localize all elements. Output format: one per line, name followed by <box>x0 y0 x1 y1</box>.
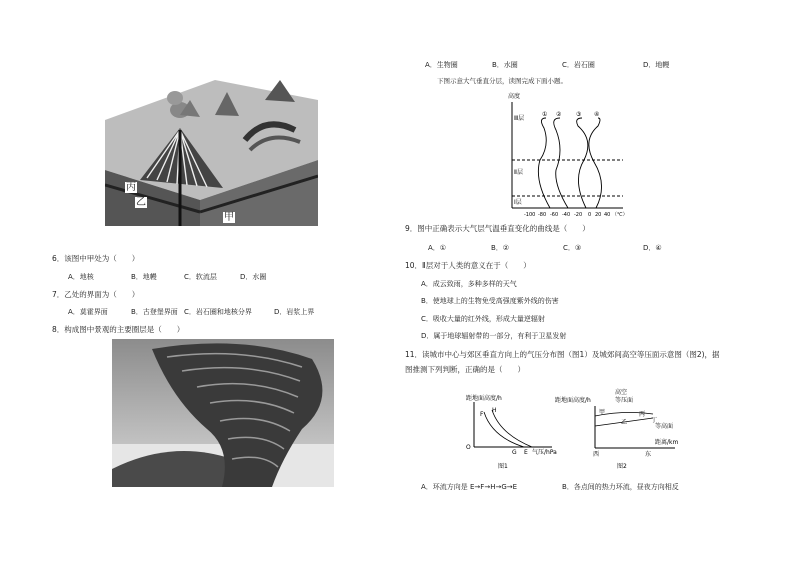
fig2-west: 西 <box>593 451 600 458</box>
q10-option-a[interactable]: A．成云致雨，多种多样的天气 <box>421 280 517 288</box>
x-tick: -20 <box>574 212 583 218</box>
fig2-point-bing: 丙 <box>639 411 646 418</box>
layer-1-label: Ⅰ层 <box>514 199 522 206</box>
q11-option-b[interactable]: B．各点间的热力环流，昼夜方向相反 <box>562 483 679 491</box>
fig1-caption: 图1 <box>498 463 508 470</box>
q9-option-b[interactable]: B．② <box>491 244 510 252</box>
chart-ylabel: 高度 <box>508 93 521 100</box>
q11-line2: 图推测下列判断，正确的是（ ） <box>405 365 525 374</box>
fig2-caption: 图2 <box>617 463 627 470</box>
q10-option-b[interactable]: B．使地球上的生物免受高强度紫外线的伤害 <box>421 297 559 305</box>
intro-text: 下图示意大气垂直分层，读图完成下面小题。 <box>437 77 567 85</box>
curve-4 <box>589 118 602 208</box>
q6-option-a[interactable]: A．地核 <box>68 273 94 281</box>
q6-option-b[interactable]: B．地幔 <box>131 273 157 281</box>
fig2-east: 东 <box>645 451 652 458</box>
pressure-figure-1 <box>460 392 560 472</box>
q7-option-c[interactable]: C．岩石圈和地核分界 <box>184 308 252 316</box>
curve-1 <box>538 118 550 208</box>
fig2-ground-label: 等高面 <box>655 423 674 430</box>
q10-option-c[interactable]: C．吸收大量的红外线，形成大量逆辐射 <box>421 315 545 323</box>
q8-option-c[interactable]: C．岩石圈 <box>562 61 595 69</box>
q11-line1: 11．读城市中心与郊区垂直方向上的气压分布图（图1）及城郊间高空等压面示意图（图2)，据 <box>405 350 720 359</box>
x-unit: （℃） <box>612 212 628 218</box>
fig2-top-label-2: 等压面 <box>615 397 634 404</box>
atmosphere-chart <box>498 90 648 220</box>
q8-option-a[interactable]: A．生物圈 <box>425 61 458 69</box>
fig1-point-f: F <box>480 411 484 418</box>
label-jia: 甲 <box>224 212 234 223</box>
landscape-drawing <box>112 339 334 487</box>
x-tick: 40 <box>604 212 611 218</box>
layer-2-label: Ⅱ层 <box>514 169 523 176</box>
fig1-point-g: G <box>512 449 517 456</box>
fig2-top-label-1: 高空 <box>615 389 628 396</box>
pressure-figure-2 <box>555 388 695 472</box>
x-tick: 20 <box>595 212 602 218</box>
q9-option-d[interactable]: D．④ <box>643 244 662 252</box>
x-tick: -40 <box>562 212 571 218</box>
q7-stem: 7．乙处的界面为（ ） <box>52 290 140 299</box>
q8-option-b[interactable]: B．水圈 <box>492 61 518 69</box>
q6-option-d[interactable]: D．水圈 <box>240 273 267 281</box>
q8-stem: 8．构成图中景观的主要圈层是（ ） <box>52 325 185 334</box>
q9-option-a[interactable]: A．① <box>428 244 447 252</box>
q10-stem: 10．Ⅱ层对于人类的意义在于（ ） <box>405 261 531 270</box>
fig1-origin: O <box>466 444 471 451</box>
earth-structure-figure <box>105 60 318 226</box>
x-tick: -80 <box>538 212 547 218</box>
q7-option-a[interactable]: A．莫霍界面 <box>68 308 108 316</box>
x-tick: 0 <box>588 212 592 218</box>
curve-1-label: ① <box>542 111 548 118</box>
q11-option-a[interactable]: A．环流方向是 E→F→H→G→E <box>421 483 518 491</box>
curve-3-label: ③ <box>576 111 582 118</box>
x-tick: -60 <box>550 212 559 218</box>
label-bing: 丙 <box>126 182 136 193</box>
q7-option-b[interactable]: B．古登堡界面 <box>131 308 178 316</box>
q9-option-c[interactable]: C．③ <box>563 244 582 252</box>
fig1-point-e: E <box>524 449 528 456</box>
fig1-point-h: H <box>492 407 497 414</box>
curve-2-label: ② <box>556 111 562 118</box>
curve-2 <box>554 118 568 208</box>
fig1-curve-2 <box>492 410 532 447</box>
landscape-photo <box>112 339 334 487</box>
fig2-point-yi: 乙 <box>621 419 628 426</box>
q8-option-d[interactable]: D．地幔 <box>643 61 670 69</box>
layer-3-label: Ⅲ层 <box>514 115 525 122</box>
label-yi: 乙 <box>136 197 146 208</box>
fig2-xlabel: 距离/km <box>655 439 679 446</box>
x-tick: -100 <box>524 212 536 218</box>
fig2-point-ding: 丁 <box>651 417 658 424</box>
q9-stem: 9．图中正确表示大气层气温垂直变化的曲线是（ ） <box>405 224 590 233</box>
q7-option-d[interactable]: D．岩浆上界 <box>274 308 315 316</box>
fig2-point-jia: 甲 <box>599 409 606 416</box>
fig1-ylabel: 距地面高度/h <box>466 395 502 402</box>
q10-option-d[interactable]: D．属于地球辐射带的一部分，有利于卫星发射 <box>421 332 567 340</box>
q6-option-c[interactable]: C．软流层 <box>184 273 217 281</box>
fig2-ylabel: 距地面高度/h <box>555 397 591 404</box>
q6-stem: 6．该图中甲处为（ ） <box>52 254 140 263</box>
curve-4-label: ④ <box>594 111 600 118</box>
fig1-xlabel: 气压/hPa <box>532 449 557 456</box>
curve-3 <box>577 118 588 208</box>
